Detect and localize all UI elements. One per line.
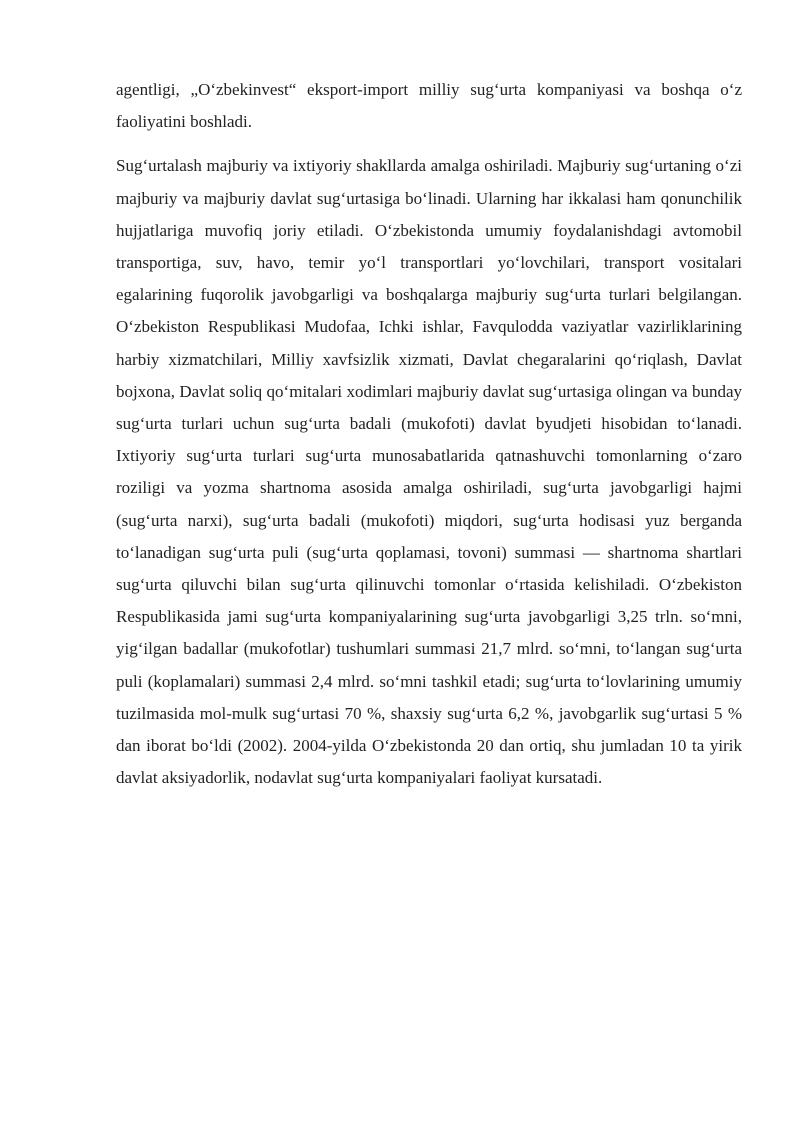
document-page	[116, 74, 742, 794]
paragraph-continuation: agentligi, „O‘zbekinvest“ eksport-import milliy sug‘urta kompaniyasi va boshqa o‘z faoliyatini boshladi.	[116, 80, 742, 132]
paragraph-insurance-types: Sug‘urtalash majburiy va ixtiyoriy shakllarda amalga oshiriladi. Majburiy sug‘urtaning o‘zi majburiy va majburiy davlat sug‘urtasiga bo‘linadi. Ularning har ikkalasi ham qonunchilik hujjatlariga muvofiq joriy etiladi. O‘zbekistonda umumiy foydalanishdagi avtomobil transportiga, suv, havo, temir yo‘l transportlari yo‘lovchilari, transport vositalari egalarining fuqorolik javobgarligi va boshqalarga majburiy sug‘urta turlari belgilangan. O‘zbekiston Respublikasi Mudofaa, Ichki ishlar, Favqulodda vaziyatlar vazirliklarining harbiy xizmatchilari, Milliy xavfsizlik xizmati, Davlat chegaralarini qo‘riqlash, Davlat bojxona, Davlat soliq qo‘mitalari xodimlari majburiy davlat sug‘urtasiga olingan va bunday sug‘urta turlari uchun sug‘urta badali (mukofoti) davlat byudjeti hisobidan to‘lanadi. Ixtiyoriy sug‘urta turlari sug‘urta munosabatlarida qatnashuvchi tomonlarning o‘zaro roziligi va yozma shartnoma asosida amalga oshiriladi, sug‘urta javobgarligi hajmi (sug‘urta narxi), sug‘urta badali (mukofoti) miqdori, sug‘urta hodisasi yuz berganda to‘lanadigan sug‘urta puli (sug‘urta qoplamasi, tovoni) summasi — shartnoma shartlari sug‘urta qiluvchi bilan sug‘urta qilinuvchi tomonlar o‘rtasida kelishiladi. O‘zbekiston Respublikasida jami sug‘urta kompaniyalarining sug‘urta javobgarligi 3,25 trln. so‘mni, yig‘ilgan badallar (mukofotlar) tushumlari summasi 21,7 mlrd. so‘mni, to‘langan sug‘urta puli (koplamalari) summasi 2,4 mlrd. so‘mni tashkil etadi; sug‘urta to‘lovlarining umumiy tuzilmasida mol-mulk sug‘urtasi 70 %, shaxsiy sug‘urta 6,2 %, javobgarlik sug‘urtasi 5 % dan iborat bo‘ldi (2002). 2004-yilda O‘zbekistonda 20 dan ortiq, shu jumladan 10 ta yirik davlat aksiyadorlik, nodavlat sug‘urta kompaniyalari faoliyat kursatadi.	[116, 156, 742, 788]
